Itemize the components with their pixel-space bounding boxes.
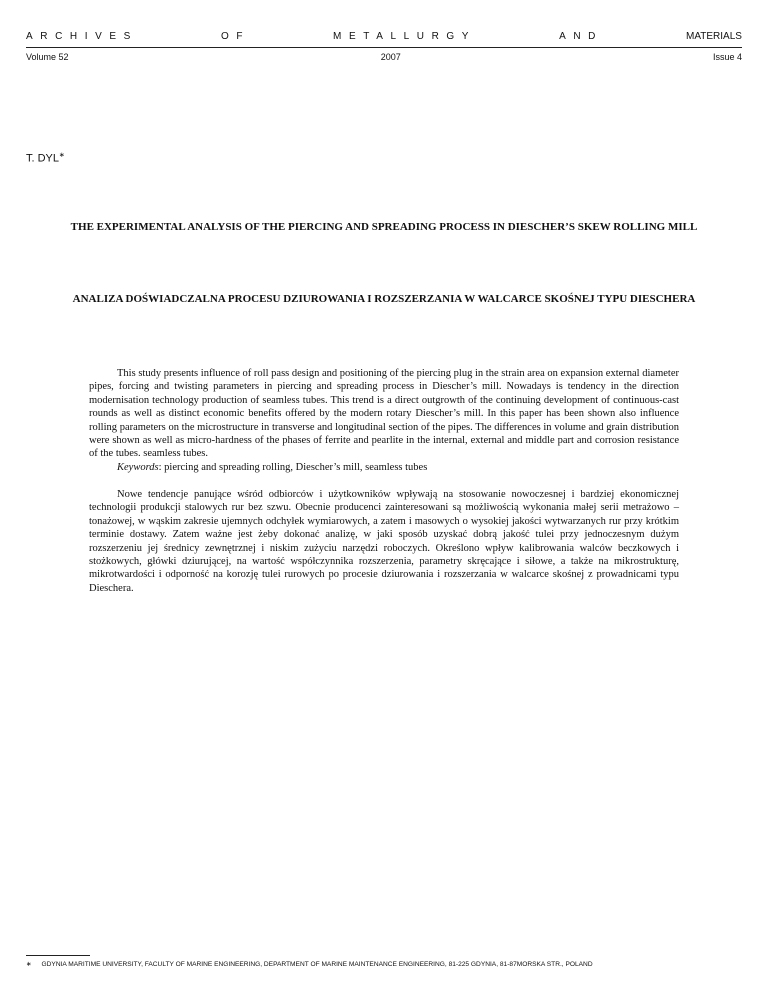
polish-abstract (89, 488, 679, 595)
abstract-text: This study presents influence of roll pass design and positioning of the piercing plug in the strain area on expansion external diameter pipes, forcing and twisting parameters in piercing and spreading process in Diescher’s mill. Nowadays is tendency in the direction modernisation technology production of seamless tubes. This trend is a direct outgrowth of the continuing development of continuous-cast rounds as well as distinct economic benefits offered by the modern rotary Diescher’s mill. In this paper has been shown also influence rolling parameters on the microstructure in transverse and longitudinal section of the pipes. The differences in volume and grain distribution were shown as well as micro-hardness of the phases of ferrite and pearlite in the internal, external and middle part and corrosion resistance of the tubes. seamless tubes. (89, 368, 679, 460)
keywords-label: Keywords (117, 461, 159, 473)
journal-word-metallurgy: METALLURGY (333, 31, 477, 42)
paper-title-polish: ANALIZA DOŚWIADCZALNA PROCESU DZIUROWANIA I ROZSZERZANIA W WALCARCE SKOŚNEJ TYPU DIESCHERA (72, 293, 696, 305)
footnote-rule (26, 955, 90, 956)
paper-title-english: THE EXPERIMENTAL ANALYSIS OF THE PIERCING AND SPREADING PROCESS IN DIESCHER’S SKEW ROLLING MILL (70, 221, 698, 233)
journal-word-of: OF (220, 31, 251, 42)
author (26, 151, 65, 165)
journal-word-archives: ARCHIVES (26, 31, 138, 42)
affiliation-footnote (26, 960, 742, 968)
journal-word-materials: MATERIALS (686, 31, 742, 42)
issue-info (26, 52, 742, 62)
author-footnote-mark: ∗ (59, 152, 65, 159)
keywords-text: : piercing and spreading rolling, Diescher’s mill, seamless tubes (158, 461, 428, 473)
year-label: 2007 (380, 52, 401, 62)
polish-abstract-text: Nowe tendencje panujące wśród odbiorców i użytkowników wpływają na stosowanie nowoczesnej i bardziej ekonomicznej technologii produkcji stalowych rur bez szwu. Obecnie producenci zainteresowani są możliwością wykonania małej serii metrażowo – tonażowej, w wąskim zakresie ujemnych odchyłek wymiarowych, a zatem i masowych o wysokiej jakości wytwarzanych rur przy krótkim terminie dostawy. Zatem ważne jest żeby dokonać analizę, w jaki sposób uzyskać dobrą jakość tulei przy jednoczesnym dużym rozszerzeniu jej średnicy zewnętrznej i niskim zużyciu narzędzi roboczych. Określono wpływ kalibrowania walców beczkowych i stożkowych, główki dziurującej, na wartość współczynnika rozszerzenia, parametry skręcające i siłowe, a także na mikrostrukturę, mikrotwardości i odporność na korozję tulei rurowych po procesie dziurowania i rozszerzania w walcarce skośnej z prowadnicami typu Dieschera. (89, 489, 679, 594)
journal-word-and: AND (559, 31, 604, 42)
author-name: T. DYL (26, 152, 60, 165)
keywords (89, 461, 679, 474)
volume-label: Volume 52 (26, 52, 69, 62)
abstract (89, 367, 679, 474)
footnote-mark: ∗ (26, 961, 32, 968)
footnote-text: GDYNIA MARITIME UNIVERSITY, FACULTY OF MARINE ENGINEERING, DEPARTMENT OF MARINE MAINTENANCE ENGINEERING, 81-225 GDYNIA, 81-87MORSKA STR., POLAND (41, 961, 593, 968)
issue-label: Issue 4 (712, 52, 742, 62)
journal-name (26, 31, 742, 42)
header-rule (26, 47, 742, 48)
